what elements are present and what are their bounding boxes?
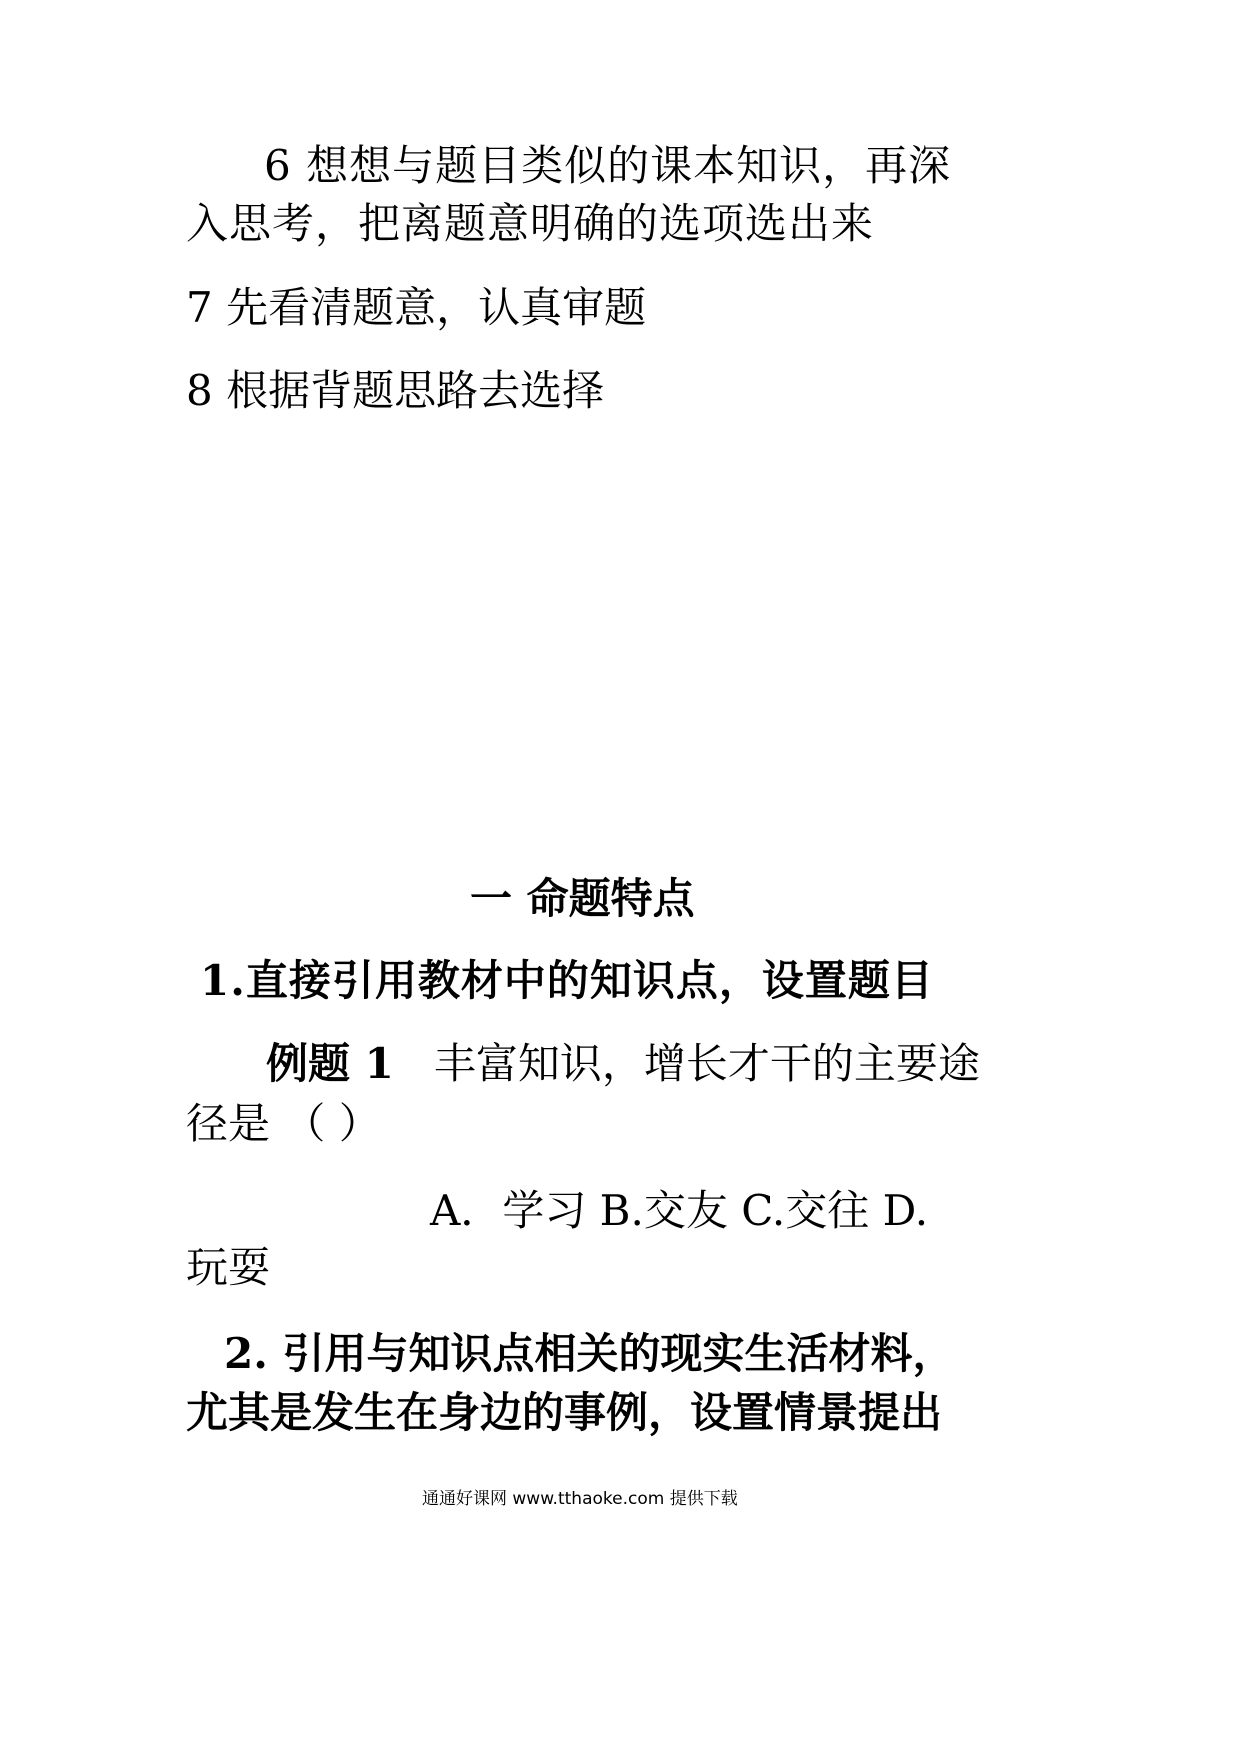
subheading-2-line-1: 2. 引用与知识点相关的现实生活材料， (224, 1329, 955, 1378)
example-options: A．学习 B.交友 C.交往 D. (430, 1186, 929, 1235)
subheading-2-line-2: 尤其是发生在身边的事例，设置情景提出 (186, 1388, 943, 1437)
tip-6-line-2: 入思考，把离题意明确的选项选出来 (186, 199, 875, 248)
example-options-cont: 玩耍 (186, 1243, 271, 1292)
section-heading: 一 命题特点 (470, 874, 695, 923)
example-1 (266, 1039, 980, 1088)
example-question: 丰富知识，增长才干的主要途 (433, 1039, 980, 1088)
page-footer: 通通好课网 www.tthaoke.com 提供下载 (422, 1489, 738, 1509)
example-label: 例题 1 (266, 1039, 394, 1088)
example-question-cont: 径是 （ ） (186, 1099, 381, 1148)
subheading-1: 1.直接引用教材中的知识点，设置题目 (200, 956, 934, 1005)
tip-7: 7 先看清题意，认真审题 (186, 283, 647, 332)
tip-6-line-1: 6 想想与题目类似的课本知识，再深 (264, 141, 952, 190)
tip-8: 8 根据背题思路去选择 (186, 366, 605, 415)
